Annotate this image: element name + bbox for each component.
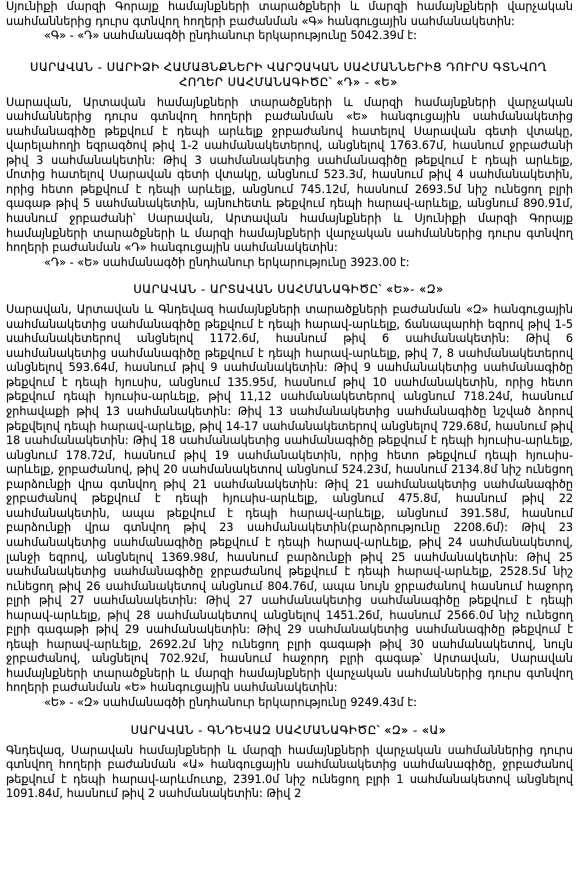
intro-total-length: «Գ» - «Դ» սահմանագծի ընդհանուր երկարությունը 5042.39մ է: <box>44 29 417 43</box>
intro-paragraph: Սյունիքի մարզի Գորայք համայնքների տարածքների և մարզի համայնքների վարչական սահմաններից դուրս գտնվող հողերի բաժանման «Գ» հանգուցային սահմանակետին: <box>6 0 573 28</box>
section-e-z-paragraph: Սարավան, Արտավան և Գնդեվազ համայնքների տարածքների բաժանման «Զ» հանգուցային սահմանակետից սահմանագիծը թեքվում է դեպի հարավ-արևելք, ճանապարհի եզրով թիվ 1-5 սահմանակետերով անցնելով 1172.6մ, հասնում թիվ 6 սահմանակետին: Թիվ 6 սահմանակետից սահմանագիծը թեքվում է դեպի հարավ-արևելք, թիվ 7, 8 սահմանակետերով անցնելով 593.64մ, հասնում թիվ 9 սահմանակետին: Թիվ 9 սահմանակետից սահմանագիծը թեքվում է դեպի հյուսիս, անցնում 135.95մ, հասնում թիվ 10 սահմանակետին, որից հետո թեքվում դեպի հյուսիս-արևելք, թիվ 11,12 սահմանակետերով անցնում 718.24մ, հասնում ջրհավաքի թիվ 13 սահմանակետին: Թիվ 13 սահմանակետից սահմանագիծը նշված ձորով թեքվելով դեպի հարավ-արևելք, թիվ 14-17 սահմանակետերով անցնելով 729.68մ, հասնում թիվ 18 սահմանակետին: Թիվ 18 սահմանակետից սահմանագիծը թեքվում է դեպի հյուսիս-արևելք, անցնում 178.72մ, հասնում թիվ 19 սահմանակետին, որից հետո թեքվում դեպի հյուսիս-արևելք, ջրբաժանով, թիվ 20 սահմանակետով անցնում 524.23մ, հասնում 2134.8մ նիշ ունեցող բարձունքի վրա գտնվող թիվ 21 սահմանակետին: Թիվ 21 սահմանակետից սահմանագիծը ջրբաժանով թեքվում է դեպի հյուսիս-արևելք, անցնում 475.8մ, հասնում թիվ 22 սահմանակետին, ապա թեքվում է դեպի հարավ-արևելք, անցնում 391.58մ, հասնում բարձունքի վրա գտնվող թիվ 23 սահմանակետին(բարձրությունը 2208.6մ): Թիվ 23 սահմանակետից սահմանագիծը թեքվում է դեպի հարավ-արևելք, թիվ 24 սահմանակետով, լանջի եզրով, անցնելով 1369.98մ, հասնում բարձունքի թիվ 25 սահմանակետին: Թիվ 25 սահմանակետից սահմանագիծը ջրբաժանով թեքվում է դեպի հարավ-արևելք, 2528.5մ նիշ ունեցող թիվ 26 սահմանակետով անցնում 804.76մ, ապա նույն ջրբաժանով հասնում հաջորդ բլրի թիվ 27 սահմանակետին: Թիվ 27 սահմանակետից սահմանագիծը թեքվում է դեպի հարավ-արևելք, թիվ 28 սահմանակետով անցնելով 1451.26մ, հասնում 2566.0մ նիշ ունեցող բլրի գագաթի թիվ 29 սահմանակետին: Թիվ 29 սահմանակետից սահմանագիծը թեքվում է դեպի հարավ-արևելք, 2692.2մ նիշ ունեցող բլրի գագաթի թիվ 30 սահմանակետով, նույն ջրբաժանով, անցնելով 702.92մ, հասնում հաջորդ բլրի գագաթ՝ Արտավան, Սարավան համայնքների տարածքների և մարզի համայնքների վարչական սահմաններից դուրս գտնվող հողերի բաժանման «Ե» հանգուցային սահմանակետին: <box>6 303 573 695</box>
section-e-z-heading: ՍԱՐԱՎԱՆ - ԱՐՏԱՎԱՆ ՍԱՀՄԱՆԱԳԻԾԸ՝ «Ե»- «Զ» <box>133 282 444 297</box>
section-e-z <box>0 282 577 710</box>
section-e-z-total-length: «Ե» - «Զ» սահմանագծի ընդհանուր երկարությունը 9249.43մ է: <box>44 695 417 709</box>
section-d-e-paragraph: Սարավան, Արտավան համայնքների տարածքների և մարզի համայնքների վարչական սահմաններից դուրս գտնվող հողերի բաժանման «Ե» հանգուցային սահմանակետից սահմանագիծը թեքվում է դեպի արևելք ջրբաժանով հատելով Սարավան գետի վտակը, վարելահողի եզրագծով թիվ 1-2 սահմանակետերով, անցնելով 1763.67մ, հասնում ջրբաժանի թիվ 3 սահմանակետին: Թիվ 3 սահմանակետից սահմանագիծը թեքվում է դեպի արևելք, մոտից հատելով Սարավան գետի վտակը, անցնում 523.3մ, հասնում թիվ 4 սահմանակետին, որից հետո թեքվում է դեպի արևելք, անցնում 745.12մ, հասնում 2693.5մ նիշ ունեցող բլրի գագաթ թիվ 5 սահմանակետին, այնուհետև թեքվում դեպի հարավ-արևելք, անցնում 890.91մ, հասնում ջրբաժանի՝ Սարավան, Արտավան համայնքների և Սյունիքի մարզի Գորայք համայնքների տարածքների և մարզի համայնքների վարչական սահմաններից դուրս գտնվող հողերի բաժանման «Դ» հանգուցային սահմանակետին: <box>6 95 573 255</box>
section-d-e-total-length: «Դ» - «Ե» սահմանագծի ընդհանուր երկարությունը 3923.00 է: <box>44 255 410 269</box>
section-d-e-heading: ՍԱՐԱՎԱՆ - ՍԱՐԻՁԻ ՀԱՄԱՅՆՔՆԵՐԻ ՎԱՐՉԱԿԱՆ ՍԱՀՄԱՆՆԵՐԻՑ ԴՈՒՐՍ ԳՏՆՎՈՂ ՀՈՂԵՐ ՍԱՀՄԱՆԱԳԻԾԸ՝ «Դ» - «Ե» <box>30 59 547 89</box>
section-z-a-heading: ՍԱՐԱՎԱՆ - ԳՆԴԵՎԱԶ ՍԱՀՄԱՆԱԳԻԾԸ՝ «Զ» - «Ա» <box>130 722 447 737</box>
section-d-e <box>0 60 577 271</box>
section-z-a-paragraph: Գնդեվազ, Սարավան համայնքների և մարզի համայնքների վարչական սահմաններից դուրս գտնվող հողերի բաժանման «Ա» հանգուցային սահմանակետից սահմանագիծը, ջրբաժանով թեքվում է դեպի հարավ-արևմուտք, 2391.0մ նիշ ունեցող բլրի 1 սահմանակետով անցնելով 1091.84մ, հասնում թիվ 2 սահմանակետին: Թիվ 2 <box>6 743 573 801</box>
section-z-a <box>0 723 577 802</box>
intro-block <box>0 0 577 44</box>
